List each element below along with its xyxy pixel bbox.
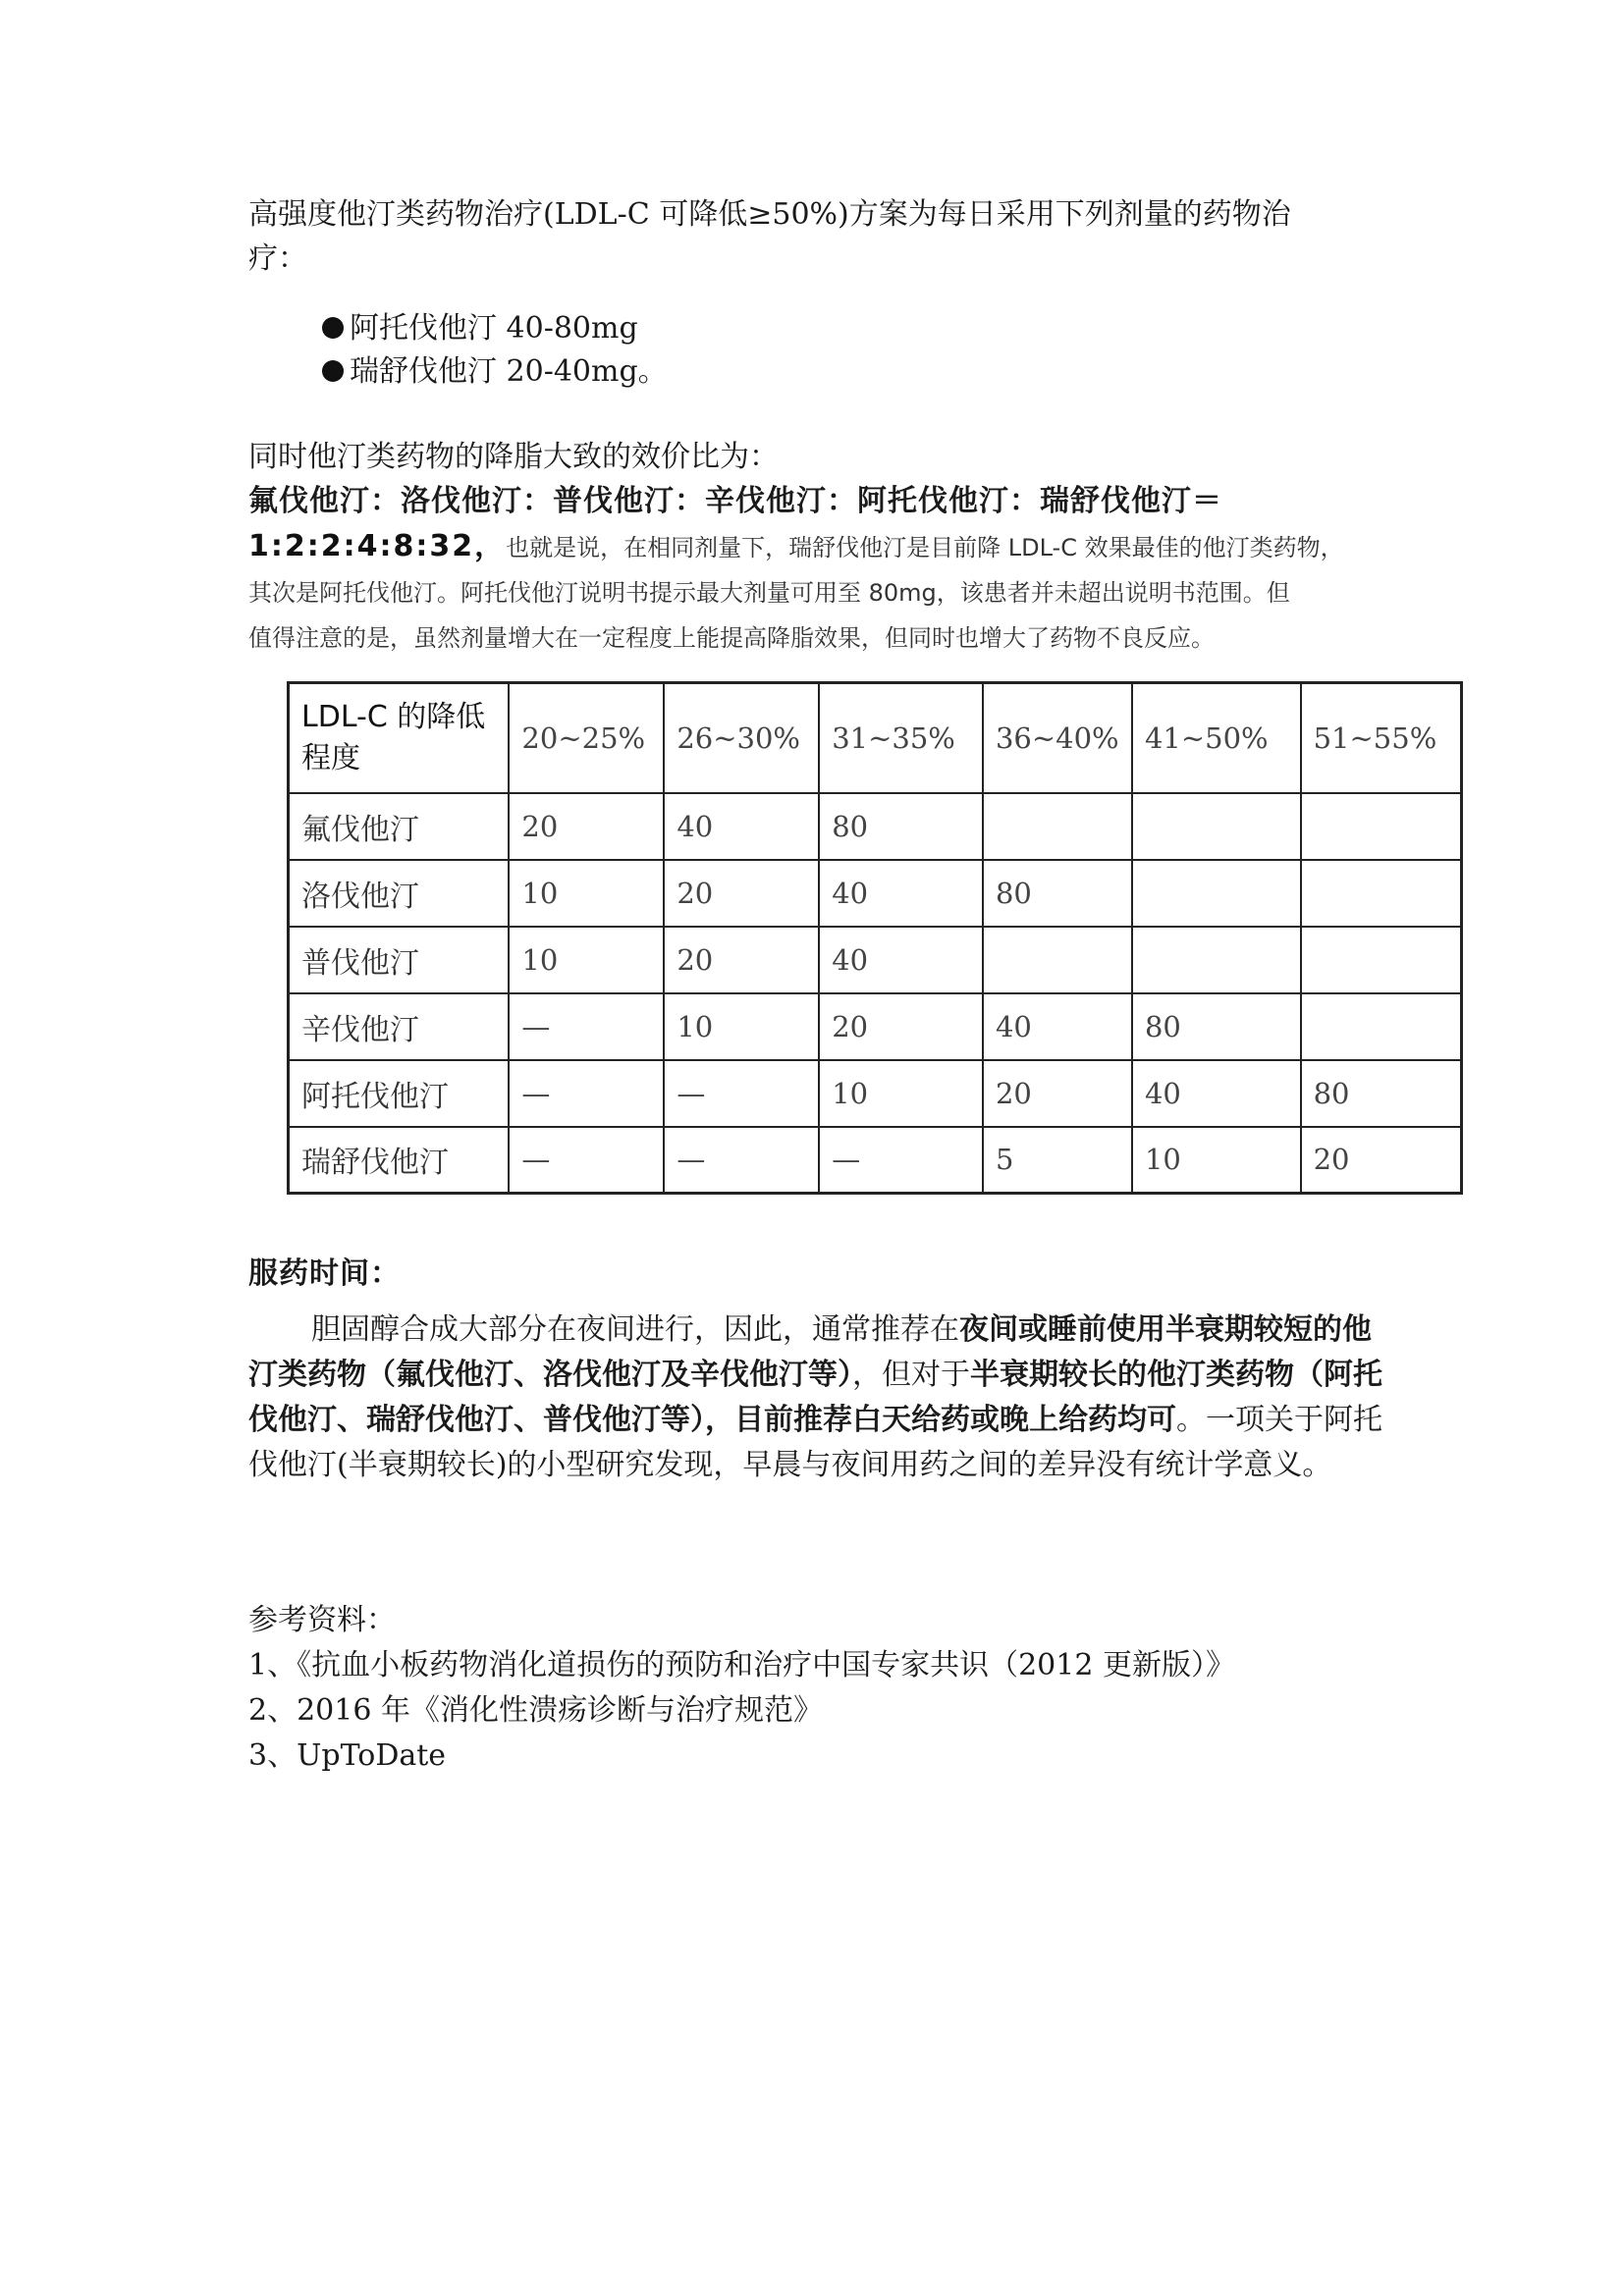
table-cell: 40: [819, 860, 983, 927]
reference-item: 3、UpToDate: [248, 1738, 447, 1773]
table-row: [289, 860, 1462, 927]
table-column-header: 20~25%: [509, 683, 664, 793]
table-column-header: 51~55%: [1301, 683, 1462, 793]
table-cell: 40: [819, 927, 983, 993]
intro-line-2: 疗：: [248, 241, 307, 276]
timing-section-title: 服药时间：: [248, 1256, 401, 1291]
table-row-drug: 洛伐他汀: [289, 860, 510, 927]
ratio-line-2: 也就是说，在相同剂量下，瑞舒伐他汀是目前降 LDL-C 效果最佳的他汀类药物，: [506, 534, 1344, 561]
table-row: [289, 793, 1462, 860]
timing-paragraph: [248, 1308, 1397, 1488]
table-row: [289, 927, 1462, 993]
reference-item: 1、《抗血小板药物消化道损伤的预防和治疗中国专家共识（2012 更新版）》: [248, 1648, 1235, 1682]
table-cell: 40: [1132, 1060, 1301, 1127]
references-title: 参考资料：: [248, 1603, 396, 1637]
table-cell: 10: [819, 1060, 983, 1127]
intro-section: [248, 192, 1387, 661]
table-cell: —: [509, 1060, 664, 1127]
bullet-dot-icon: [322, 360, 344, 382]
ratio-lead: 同时他汀类药物的降脂大致的效价比为：: [248, 440, 779, 474]
bullet-item: [322, 350, 1387, 394]
table-column-header: 31~35%: [819, 683, 983, 793]
table-cell: 80: [1301, 1060, 1462, 1127]
table-row: [289, 993, 1462, 1060]
table-cell: 5: [983, 1127, 1132, 1194]
table-cell: —: [509, 993, 664, 1060]
table-row: [289, 1127, 1462, 1194]
table-cell: 80: [819, 793, 983, 860]
timing-bold-1: 夜间或睡前使用半衰期较短的他汀类药物（氟伐他汀、洛伐他汀及辛伐他汀等）: [248, 1312, 1372, 1392]
table-column-header: 36~40%: [983, 683, 1132, 793]
table-cell: [983, 927, 1132, 993]
table-cell: 20: [983, 1060, 1132, 1127]
table-cell: 80: [983, 860, 1132, 927]
table-cell: 10: [509, 927, 664, 993]
table-cell: [1301, 993, 1462, 1060]
table-cell: 40: [664, 793, 819, 860]
bullet-dot-icon: [322, 317, 344, 339]
table-cell: [1132, 927, 1301, 993]
table-cell: 40: [983, 993, 1132, 1060]
table-cell: —: [509, 1127, 664, 1194]
ratio-drug-line: 氟伐他汀：洛伐他汀：普伐他汀：辛伐他汀：阿托伐他汀：瑞舒伐他汀＝: [248, 484, 1222, 518]
table-row-drug: 氟伐他汀: [289, 793, 510, 860]
table-header-row: [289, 683, 1462, 793]
table-cell: [1132, 793, 1301, 860]
bullet-text: 瑞舒伐他汀 20-40mg。: [350, 354, 668, 389]
table-cell: 10: [664, 993, 819, 1060]
table-cell: [1301, 860, 1462, 927]
table-row-drug: 辛伐他汀: [289, 993, 510, 1060]
table-corner-header: [289, 683, 510, 793]
timing-text-3: 。一项关于阿托伐他汀(半衰期较长)的小型研究发现，早晨与夜间用药之间的差异没有统计学意义。: [248, 1403, 1382, 1482]
table-cell: —: [819, 1127, 983, 1194]
table-cell: 80: [1132, 993, 1301, 1060]
ratio-line-4: 值得注意的是，虽然剂量增大在一定程度上能提高降脂效果，但同时也增大了药物不良反应。: [248, 624, 1215, 652]
table-cell: 10: [1132, 1127, 1301, 1194]
ratio-paragraph: [248, 524, 1387, 661]
table-cell: 10: [509, 860, 664, 927]
timing-bold-2: 半衰期较长的他汀类药物（阿托伐他汀、瑞舒伐他汀、普伐他汀等），目前推荐白天给药或晚上给药均可: [248, 1358, 1382, 1437]
table-cell: [1301, 793, 1462, 860]
reference-item: 2、2016 年《消化性溃疡诊断与治疗规范》: [248, 1693, 823, 1728]
timing-text-1: 胆固醇合成大部分在夜间进行，因此，通常推荐在: [311, 1312, 959, 1347]
bullet-item: [322, 307, 1387, 350]
bullet-list: [322, 307, 1387, 394]
intro-paragraph: [248, 192, 1387, 281]
statin-dose-table: [287, 681, 1463, 1195]
table-row-drug: 瑞舒伐他汀: [289, 1127, 510, 1194]
table-row-drug: 普伐他汀: [289, 927, 510, 993]
bullet-text: 阿托伐他汀 40-80mg: [350, 311, 638, 346]
table-cell: [983, 793, 1132, 860]
corner-line-1: LDL-C 的降低: [301, 699, 486, 734]
table-cell: 20: [664, 860, 819, 927]
table-cell: [1301, 927, 1462, 993]
table-row-drug: 阿托伐他汀: [289, 1060, 510, 1127]
intro-line-1: 高强度他汀类药物治疗(LDL-C 可降低≥50%)方案为每日采用下列剂量的药物治: [248, 197, 1291, 232]
ratio-numbers: 1:2:2:4:8:32，: [248, 529, 507, 563]
table-row: [289, 1060, 1462, 1127]
table-cell: —: [664, 1060, 819, 1127]
table-column-header: 41~50%: [1132, 683, 1301, 793]
table-cell: 20: [509, 793, 664, 860]
table-cell: [1132, 860, 1301, 927]
table-cell: 20: [819, 993, 983, 1060]
table-cell: 20: [1301, 1127, 1462, 1194]
corner-line-2: 程度: [301, 740, 360, 775]
timing-text-2: ，但对于: [852, 1358, 970, 1392]
references-section: [248, 1598, 1235, 1779]
ratio-line-3: 其次是阿托伐他汀。阿托伐他汀说明书提示最大剂量可用至 80mg，该患者并未超出说明书范围。但: [248, 579, 1290, 607]
table-column-header: 26~30%: [664, 683, 819, 793]
table-cell: 20: [664, 927, 819, 993]
table-cell: —: [664, 1127, 819, 1194]
